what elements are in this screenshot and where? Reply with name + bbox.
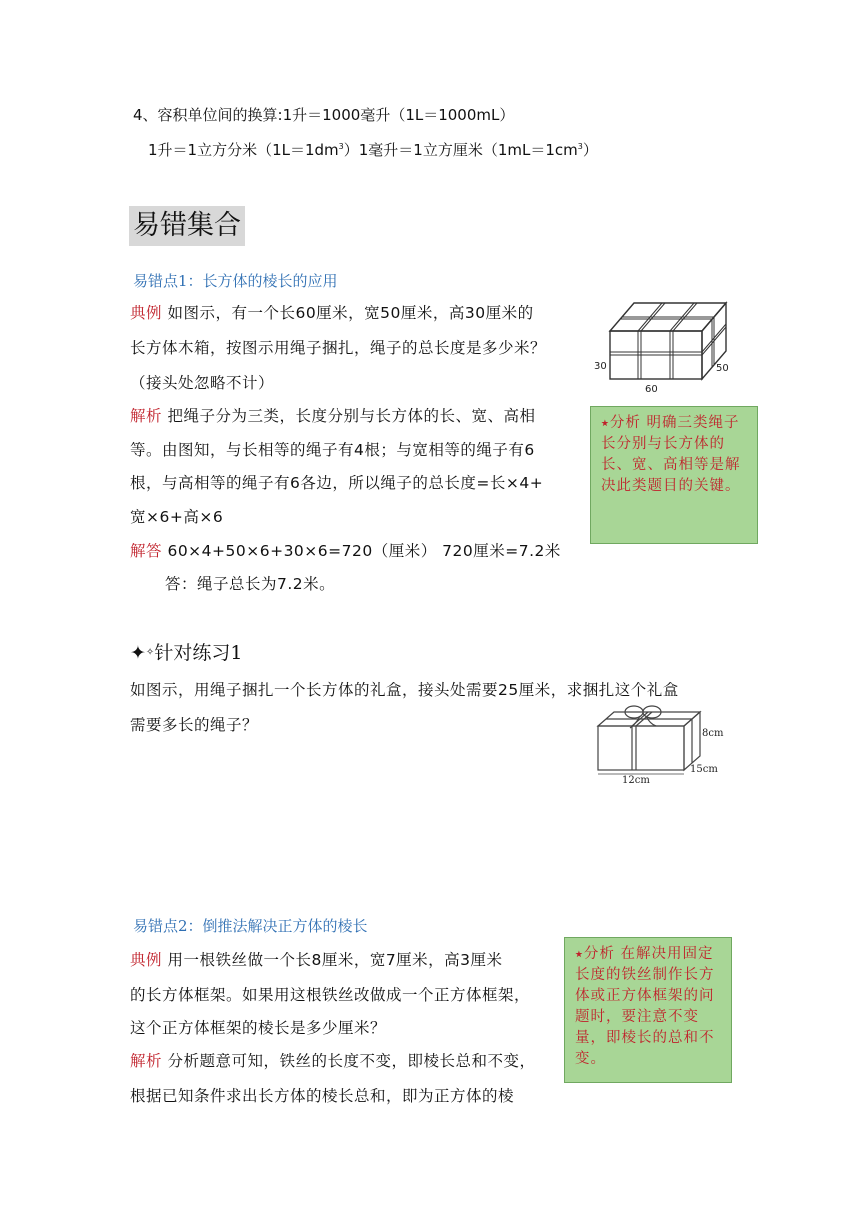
- gift-width-label: 15cm: [690, 764, 718, 775]
- point2-heading: 易错点2：倒推法解决正方体的棱长: [133, 917, 368, 935]
- box-length-label: 60: [645, 384, 658, 395]
- answer-label: 解答: [130, 542, 163, 560]
- practice1-title: 针对练习1: [154, 642, 243, 664]
- practice1-line-2: 需要多长的绳子？: [130, 716, 259, 734]
- gift-height-label: 8cm: [702, 728, 724, 739]
- point2-example-line-2: 的长方体框架。如果用这根铁丝改做成一个正方体框架，: [130, 986, 531, 1004]
- point1-analysis-line-2: 等。由图知，与长相等的绳子有4根；与宽相等的绳子有6: [130, 441, 535, 459]
- point1-heading: 易错点1：长方体的棱长的应用: [133, 272, 338, 290]
- point2-analysis-line-1: 解析 分析题意可知，铁丝的长度不变，即棱长总和不变，: [130, 1052, 536, 1070]
- example-label: 典例: [130, 304, 163, 322]
- analysis-note-box-1: ⭑分析 明确三类绳子长分别与长方体的长、宽、高相等是解决此类题目的关键。: [590, 406, 758, 544]
- sparkle-icon: ✦✧: [130, 642, 155, 664]
- box-height-label: 30: [594, 361, 607, 372]
- section-title: 易错集合: [129, 206, 245, 246]
- point1-example-line-2: 长方体木箱，按图示用绳子捆扎，绳子的总长度是多少米？: [130, 339, 547, 357]
- point2-analysis-line-2: 根据已知条件求出长方体的棱长总和，即为正方体的棱: [130, 1087, 515, 1105]
- point2-example-line-1: 典例 用一根铁丝做一个长8厘米，宽7厘米，高3厘米: [130, 951, 503, 969]
- analysis-note-box-2: ⭑分析 在解决用固定长度的铁丝制作长方体或正方体框架的问题时，要注意不变量，即棱长的总和不变。: [564, 937, 732, 1083]
- analysis-label: 解析: [130, 1052, 163, 1070]
- gift-length-label: 12cm: [622, 775, 650, 786]
- box-width-label: 50: [716, 363, 729, 374]
- practice1-line-1: 如图示，用绳子捆扎一个长方体的礼盒，接头处需要25厘米，求捆扎这个礼盒: [130, 681, 679, 699]
- point1-example-line-1: 典例 如图示，有一个长60厘米，宽50厘米，高30厘米的: [130, 304, 534, 322]
- point1-analysis-line-1: 解析 把绳子分为三类，长度分别与长方体的长、宽、高相: [130, 407, 536, 425]
- gift-box-figure: [592, 702, 732, 786]
- point1-analysis-line-4: 宽×6+高×6: [130, 508, 224, 526]
- point1-example-line-3: （接头处忽略不计）: [130, 374, 275, 392]
- intro-line-2: 1升＝1立方分米$(1L=1dm^3)1$毫升＝1立方厘米$(1mL=1cm^3)$: [148, 141, 598, 159]
- analysis-label: 解析: [130, 407, 163, 425]
- example-label: 典例: [130, 951, 163, 969]
- point1-analysis-line-3: 根，与高相等的绳子有6各边，所以绳子的总长度=长×4+: [130, 474, 544, 492]
- point1-answer-final: 答：绳子总长为7.2米。: [165, 575, 336, 593]
- point1-answer-line: 解答 60×4+50×6+30×6=720（厘米） 720厘米=7.2米: [130, 542, 561, 560]
- point2-example-line-3: 这个正方体框架的棱长是多少厘米？: [130, 1019, 387, 1037]
- practice1-title-row: [130, 641, 242, 665]
- intro-line-1: 4、容积单位间的换算:1升＝1000毫升（1L＝1000mL）: [133, 106, 515, 124]
- box-rope-figure: [590, 295, 740, 395]
